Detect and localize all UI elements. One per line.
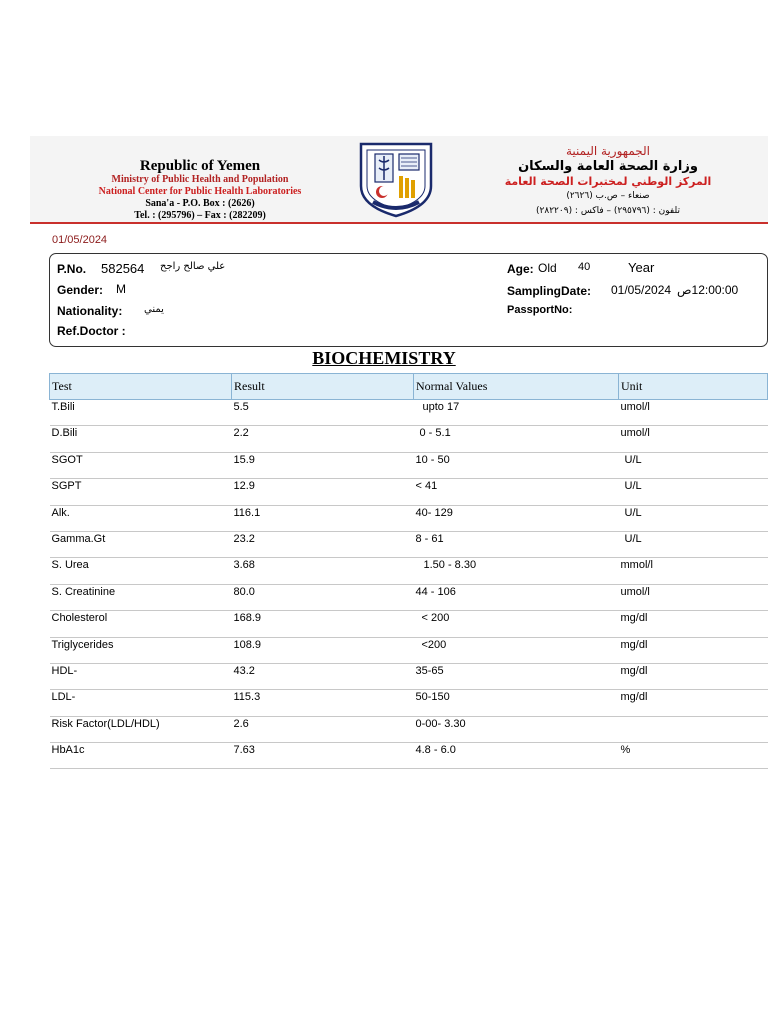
unit: mg/dl (619, 637, 768, 663)
section-title: BIOCHEMISTRY (312, 348, 456, 368)
test-name: Risk Factor(LDL/HDL) (50, 716, 232, 742)
test-name: SGOT (50, 452, 232, 478)
normal-range: 40- 129 (414, 505, 619, 531)
normal-range: 0 - 5.1 (414, 426, 619, 452)
test-name: S. Creatinine (50, 584, 232, 610)
age-label: Age: (507, 262, 534, 276)
center-name: National Center for Public Health Laboratories (98, 186, 302, 197)
result-value: 116.1 (232, 505, 414, 531)
age-unit: Year (628, 260, 655, 275)
normal-range: 35-65 (414, 663, 619, 689)
ministry-name-ar: وزارة الصحة العامة والسكان (518, 159, 698, 174)
test-name: LDL- (50, 690, 232, 716)
letterhead-arabic (498, 144, 718, 219)
age-value: 40 (578, 261, 591, 273)
table-row (50, 558, 768, 584)
pno-label: P.No. (57, 262, 87, 276)
result-value: 80.0 (232, 584, 414, 610)
unit: U/L (619, 452, 768, 478)
result-value: 5.5 (232, 400, 414, 426)
sampling-time-value: 12:00:00ص (677, 283, 739, 297)
ministry-emblem-icon (355, 140, 437, 220)
unit: mg/dl (619, 663, 768, 689)
table-row (50, 426, 768, 452)
unit: U/L (619, 479, 768, 505)
result-value: 12.9 (232, 479, 414, 505)
result-value: 15.9 (232, 452, 414, 478)
unit: mg/dl (619, 690, 768, 716)
pno-value: 582564 (101, 261, 145, 276)
table-row (50, 690, 768, 716)
table-row (50, 716, 768, 742)
table-row (50, 479, 768, 505)
unit: umol/l (619, 400, 768, 426)
test-name: S. Urea (50, 558, 232, 584)
table-row (50, 531, 768, 557)
country-name: Republic of Yemen (139, 158, 261, 174)
test-name: Alk. (50, 505, 232, 531)
test-name: Triglycerides (50, 637, 232, 663)
result-value: 108.9 (232, 637, 414, 663)
patient-name: علي صالح راجح (160, 261, 226, 272)
table-row (50, 505, 768, 531)
gender-label: Gender: (57, 283, 104, 297)
result-value: 43.2 (232, 663, 414, 689)
unit (619, 716, 768, 742)
test-name: HbA1c (50, 743, 232, 769)
test-name: D.Bili (50, 426, 232, 452)
normal-range: upto 17 (414, 400, 619, 426)
report-date: 01/05/2024 (52, 234, 108, 246)
test-name: Gamma.Gt (50, 531, 232, 557)
normal-range: 1.50 - 8.30 (414, 558, 619, 584)
unit: % (619, 743, 768, 769)
passport-label: PassportNo: (507, 304, 573, 316)
normal-range: <200 (414, 637, 619, 663)
age-word: Old (538, 261, 557, 275)
header-test: Test (50, 374, 232, 400)
header-normal-values: Normal Values (414, 374, 619, 400)
phone-fax-ar: تلفون : (٢٩٥٧٩٦) – فاكس : (٢٨٢٢٠٩) (536, 206, 680, 216)
test-name: T.Bili (50, 400, 232, 426)
table-row (50, 400, 768, 426)
table-header-row (50, 374, 768, 400)
test-name: Cholesterol (50, 611, 232, 637)
center-name-ar: المركز الوطني لمختبرات الصحة العامة (504, 175, 712, 188)
unit: mmol/l (619, 558, 768, 584)
country-name-ar: الجمهورية اليمنية (565, 144, 650, 158)
table-row (50, 584, 768, 610)
phone-fax: Tel. : (295796) – Fax : (282209) (134, 210, 266, 221)
table-row (50, 637, 768, 663)
normal-range: 50-150 (414, 690, 619, 716)
unit: umol/l (619, 584, 768, 610)
result-value: 168.9 (232, 611, 414, 637)
table-row (50, 452, 768, 478)
ref-doctor-label: Ref.Doctor : (57, 324, 126, 338)
sampling-date-label: SamplingDate: (507, 284, 592, 298)
normal-range: 0-00- 3.30 (414, 716, 619, 742)
table-row (50, 743, 768, 769)
test-name: HDL- (50, 663, 232, 689)
normal-range: 10 - 50 (414, 452, 619, 478)
unit: U/L (619, 531, 768, 557)
result-value: 3.68 (232, 558, 414, 584)
test-name: SGPT (50, 479, 232, 505)
table-row (50, 663, 768, 689)
normal-range: < 200 (414, 611, 619, 637)
result-value: 2.2 (232, 426, 414, 452)
result-value: 2.6 (232, 716, 414, 742)
sampling-date-value: 01/05/2024 (611, 283, 672, 297)
unit: mg/dl (619, 611, 768, 637)
normal-range: 44 - 106 (414, 584, 619, 610)
result-value: 7.63 (232, 743, 414, 769)
results-table (49, 373, 768, 769)
normal-range: 8 - 61 (414, 531, 619, 557)
table-row (50, 611, 768, 637)
result-value: 23.2 (232, 531, 414, 557)
address: Sana'a - P.O. Box : (2626) (145, 198, 255, 209)
normal-range: 4.8 - 6.0 (414, 743, 619, 769)
unit: umol/l (619, 426, 768, 452)
nationality-value: يمني (144, 304, 164, 315)
normal-range: < 41 (414, 479, 619, 505)
gender-value: M (116, 282, 126, 296)
result-value: 115.3 (232, 690, 414, 716)
unit: U/L (619, 505, 768, 531)
letterhead-english (80, 158, 320, 222)
nationality-label: Nationality: (57, 304, 123, 318)
header-result: Result (232, 374, 414, 400)
header-unit: Unit (619, 374, 768, 400)
address-ar: صنعاء – ص.ب (٢٦٢٦) (566, 191, 650, 201)
letterhead (30, 136, 768, 224)
patient-info-box (49, 253, 768, 347)
ministry-name: Ministry of Public Health and Population (111, 174, 289, 185)
